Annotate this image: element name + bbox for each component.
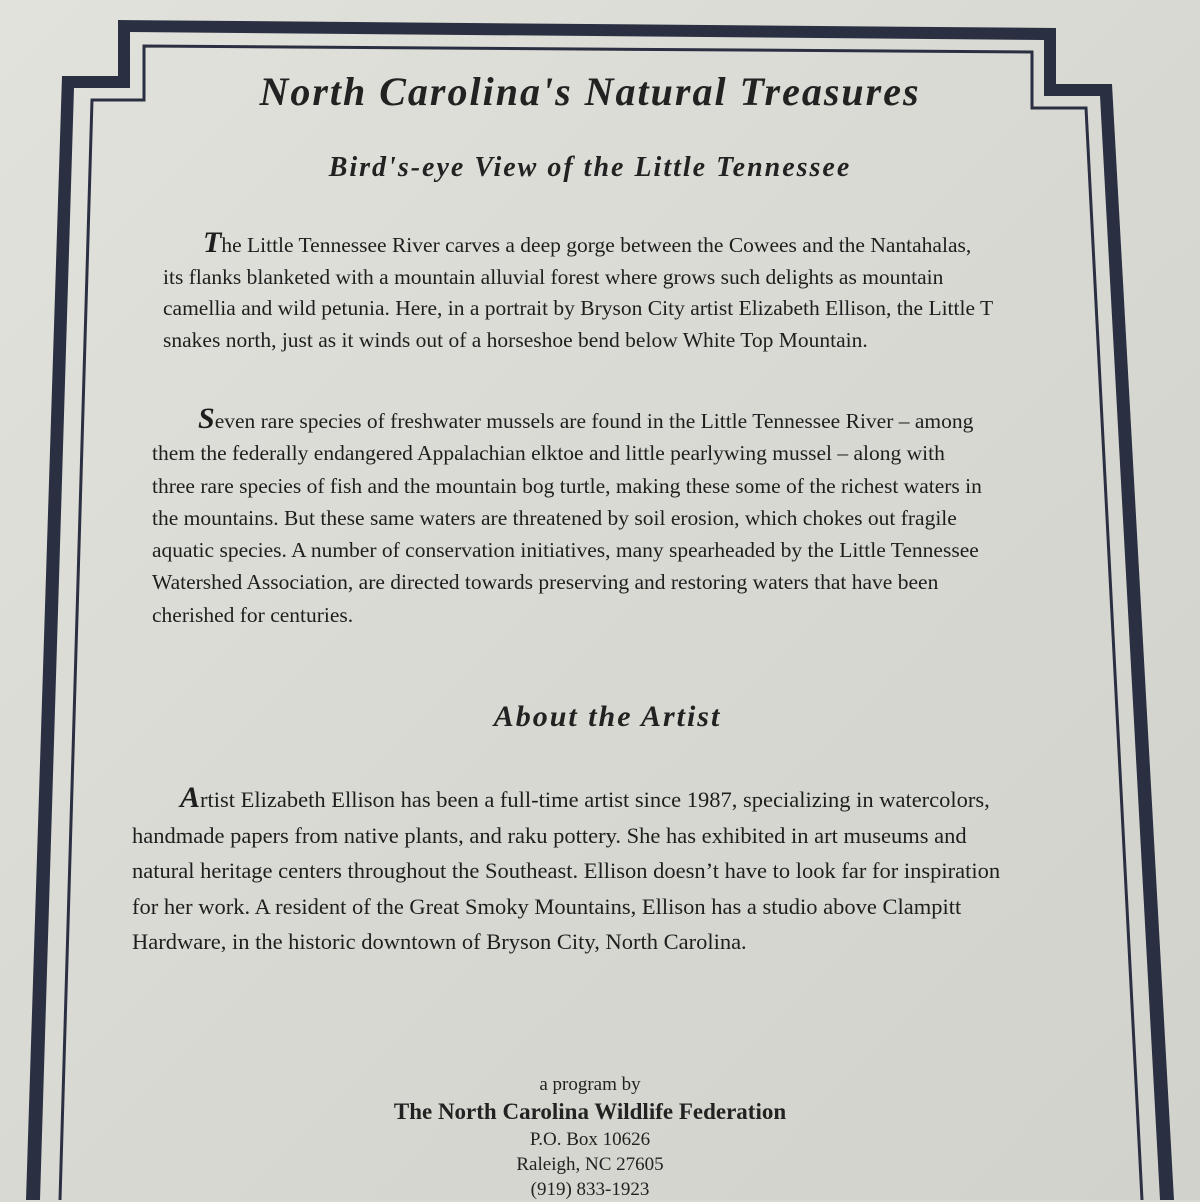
page-title: North Carolina's Natural Treasures [259,69,921,114]
footer-po-box: P.O. Box 10626 [529,1129,651,1150]
footer-city: Raleigh, NC 27605 [516,1154,664,1175]
paragraph-text: even rare species of freshwater mussels are found in the Little Tennessee River – among them the federally endangered Appalachian elktoe and little pearlywing mussel – along with three rare species of fish and the mountain bog turtle, making these some of the richest waters in the mountains. But these same waters are threatened by soil erosion, which chokes out fragile aquatic species. A number of conservation initiatives, many spearheaded by the Little Tennessee Watershed Association, are directed towards preserving and restoring waters that have been cherished for centuries. [152,409,982,627]
footer-phone: (919) 833-1923 [530,1179,650,1200]
paragraph-text: he Little Tennessee River carves a deep gorge between the Cowees and the Nantahalas, its flanks blanketed with a mountain alluvial forest where grows such delights as mountain camellia and wild petunia. Here, in a portrait by Bryson City artist Elizabeth Ellison, the Little T snakes north, just as it winds out of a horseshoe bend below White Top Mountain. [163,233,993,352]
paragraph-text: rtist Elizabeth Ellison has been a full-time artist since 1987, specializing in watercolors, handmade papers from native plants, and raku pottery. She has exhibited in art museums and natural heritage centers throughout the Southeast. Ellison doesn’t have to look far for inspiration for her work. A resident of the Great Smoky Mountains, Ellison has a studio above Clampitt Hardware, in the historic downtown of Bryson City, North Carolina. [132,787,1001,954]
dropcap: A [180,781,201,814]
footer-program-by: a program by [539,1074,641,1095]
about-heading: About the Artist [493,700,722,733]
page-subtitle: Bird's-eye View of the Little Tennessee [328,152,852,183]
dropcap: S [198,402,215,435]
footer-organization: The North Carolina Wildlife Federation [393,1099,787,1124]
paragraph-artist [132,780,1027,960]
paragraph-river [163,227,993,356]
dropcap: T [203,226,222,259]
paragraph-mussels [152,403,992,631]
footer [330,1072,850,1202]
